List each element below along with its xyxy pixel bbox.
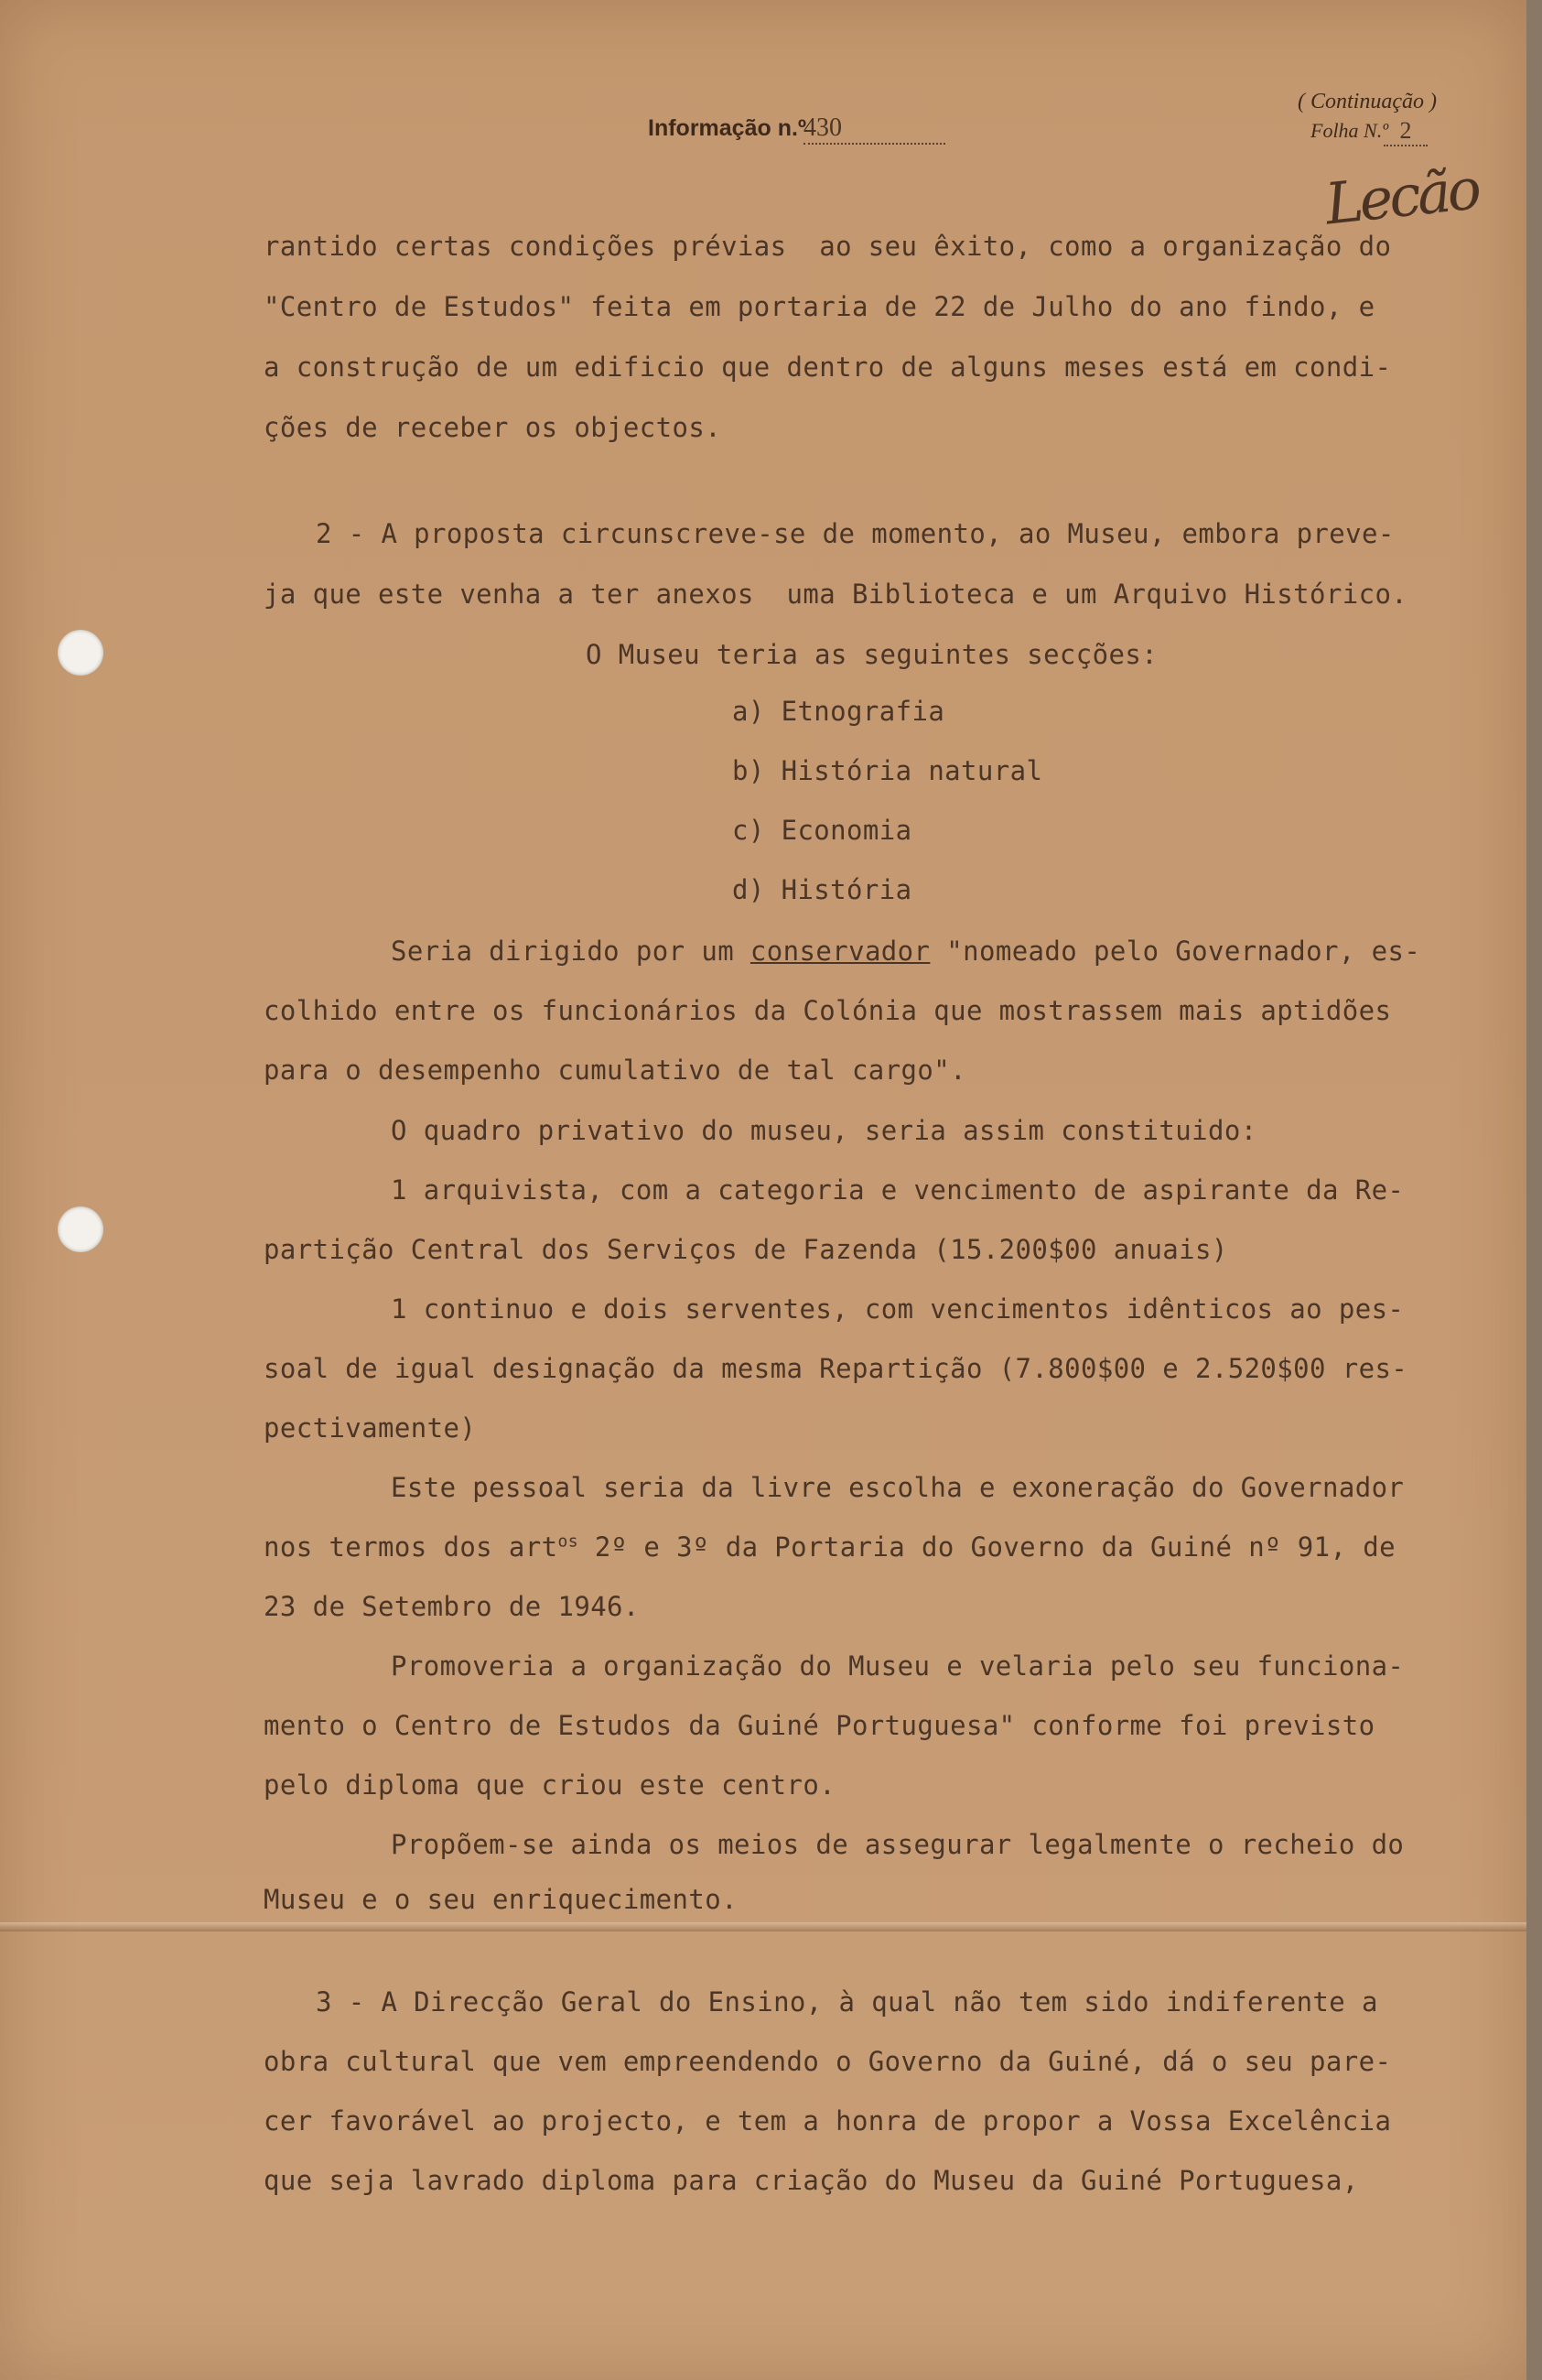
text-line: ja que este venha a ter anexos uma Biblioteca e um Arquivo Histórico. — [264, 579, 1408, 610]
text-segment: "nomeado pelo Governador, es- — [930, 936, 1421, 967]
underlined-term: conservador — [749, 936, 931, 967]
text-line: 2 - A proposta circunscreve-se de momento, ao Museu, embora preve- — [316, 518, 1395, 549]
text-line: obra cultural que vem empreendendo o Governo da Guiné, dá o seu pare- — [264, 2046, 1392, 2077]
text-line — [391, 936, 1420, 967]
punch-hole — [58, 1206, 103, 1252]
paper-fold — [0, 1922, 1526, 1931]
text-line: O quadro privativo do museu, seria assim constituido: — [391, 1115, 1257, 1146]
text-segment: 2º e 3º da Portaria do Governo da Guiné nº 91, de — [577, 1531, 1396, 1563]
text-line: 1 arquivista, com a categoria e vencimento de aspirante da Re- — [391, 1174, 1405, 1206]
sections-intro: O Museu teria as seguintes secções: — [586, 639, 1159, 670]
text-line: Propõem-se ainda os meios de assegurar legalmente o recheio do — [391, 1829, 1405, 1860]
info-label: Informação n.º — [648, 115, 807, 141]
section-item: d) História — [732, 874, 912, 905]
text-line: mento o Centro de Estudos da Guiné Portuguesa" conforme foi previsto — [264, 1710, 1375, 1741]
text-line: rantido certas condições prévias ao seu êxito, como a organização do — [264, 231, 1392, 262]
text-line: Museu e o seu enriquecimento. — [264, 1884, 738, 1915]
section-item: a) Etnografia — [732, 696, 945, 727]
section-item: c) Economia — [732, 815, 912, 846]
text-line: a construção de um edificio que dentro de alguns meses está em condi- — [264, 352, 1392, 383]
text-line: "Centro de Estudos" feita em portaria de 22 de Julho do ano findo, e — [264, 291, 1375, 322]
text-line: que seja lavrado diploma para criação do Museu da Guiné Portuguesa, — [264, 2165, 1359, 2196]
continuation-label: ( Continuação ) — [1298, 90, 1437, 114]
text-line: pectivamente) — [264, 1412, 477, 1444]
punch-hole — [58, 630, 103, 676]
page-edge — [1526, 0, 1542, 2380]
superscript: os — [557, 1531, 578, 1552]
text-line: para o desempenho cumulativo de tal cargo". — [264, 1055, 966, 1086]
text-segment: Seria dirigido por um — [391, 936, 750, 967]
text-line: partição Central dos Serviços de Fazenda (15.200$00 anuais) — [264, 1234, 1228, 1265]
text-line: Este pessoal seria da livre escolha e exoneração do Governador — [391, 1472, 1405, 1503]
info-number: 430 — [803, 114, 945, 145]
text-line: soal de igual designação da mesma Repartição (7.800$00 e 2.520$00 res- — [264, 1353, 1408, 1384]
folha-number: 2 — [1384, 117, 1428, 146]
text-line: 1 continuo e dois serventes, com vencimentos idênticos ao pes- — [391, 1293, 1405, 1325]
text-line: cer favorável ao projecto, e tem a honra de propor a Vossa Excelência — [264, 2105, 1392, 2137]
text-line: 23 de Setembro de 1946. — [264, 1591, 640, 1622]
section-item: b) História natural — [732, 755, 1043, 786]
text-line: pelo diploma que criou este centro. — [264, 1769, 836, 1801]
text-line — [264, 1531, 1396, 1563]
handwritten-signature: Lecão — [1321, 155, 1482, 238]
text-line: ções de receber os objectos. — [264, 412, 722, 443]
text-segment: nos termos dos art — [264, 1531, 558, 1563]
folha-label: Folha N.º — [1310, 119, 1389, 142]
text-line: 3 - A Direcção Geral do Ensino, à qual não tem sido indiferente a — [316, 1986, 1378, 2018]
text-line: Promoveria a organização do Museu e velaria pelo seu funciona- — [391, 1650, 1405, 1682]
text-line: colhido entre os funcionários da Colónia que mostrassem mais aptidões — [264, 995, 1392, 1026]
